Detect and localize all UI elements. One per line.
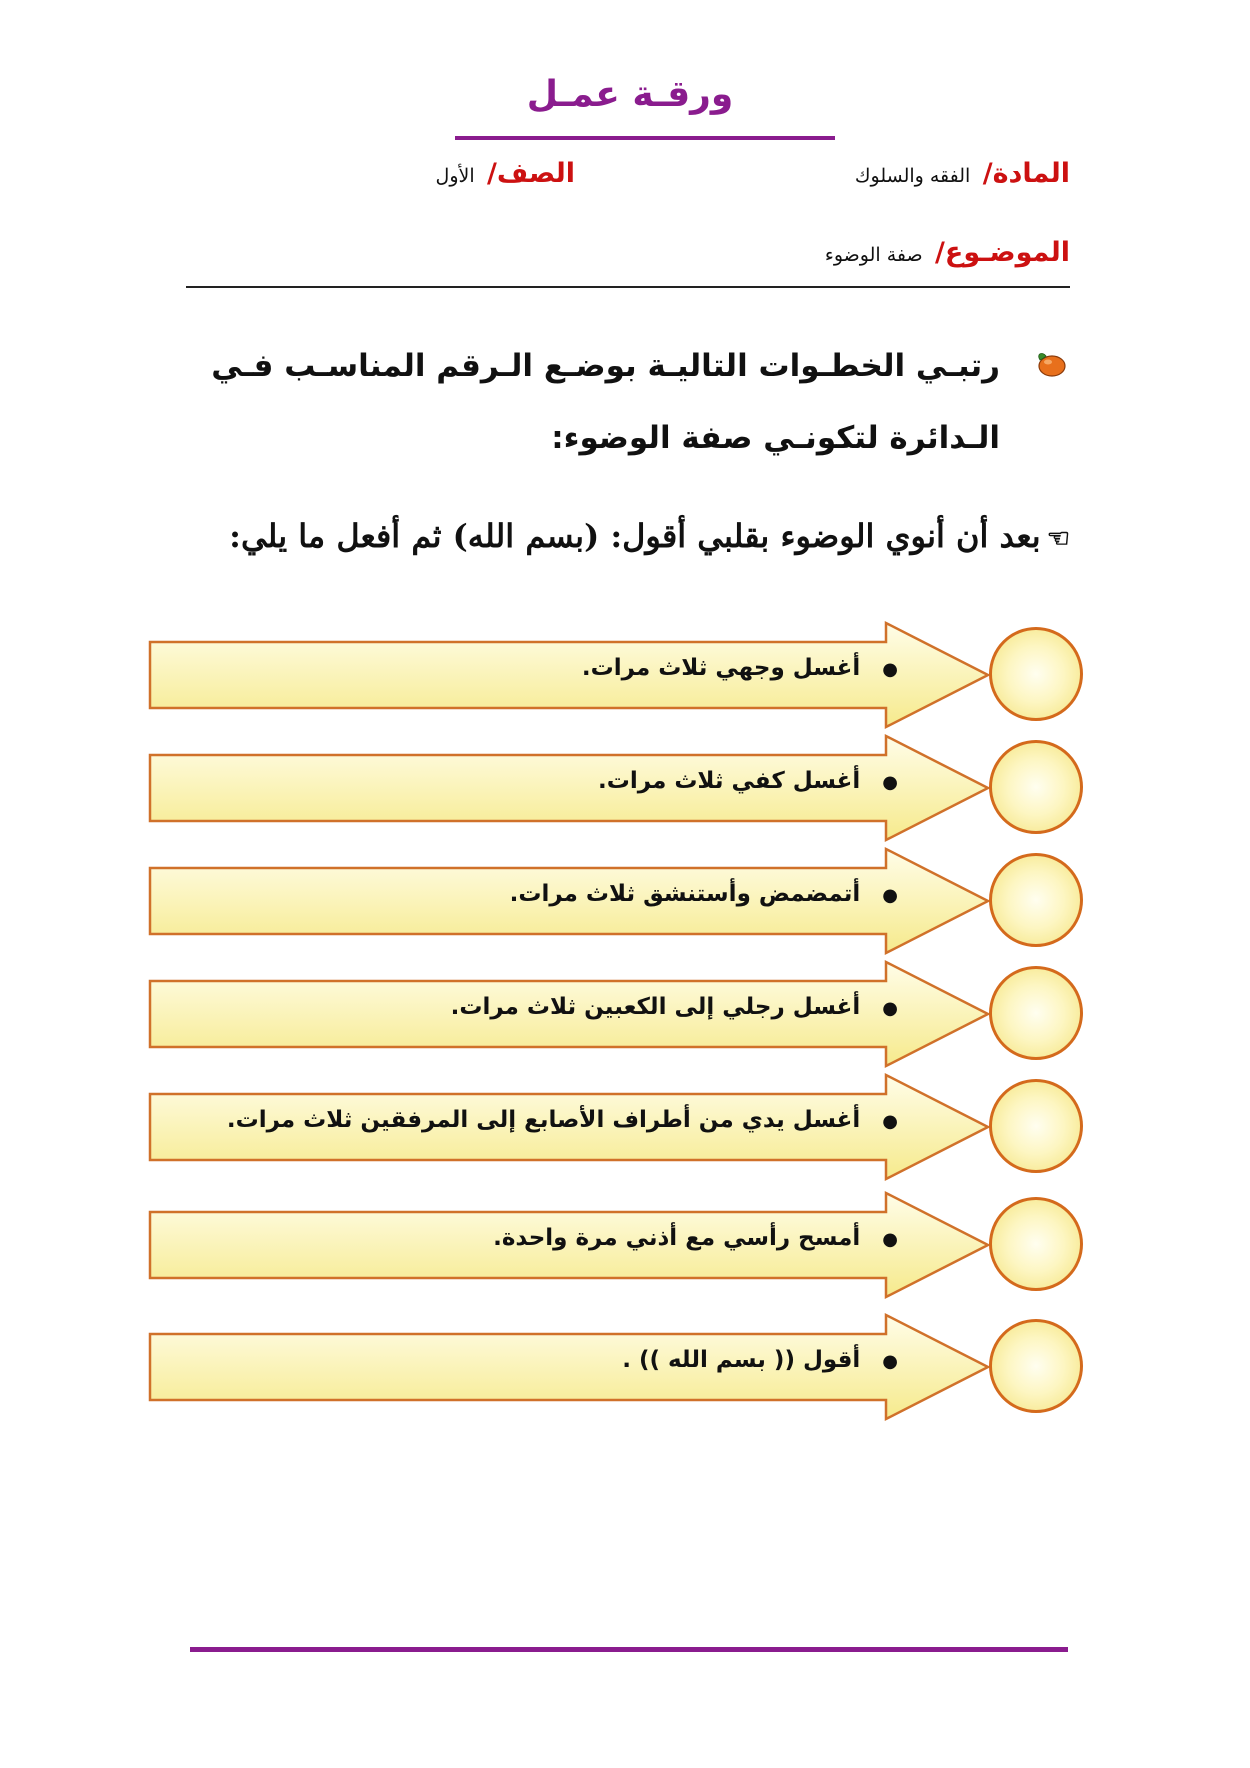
step-text (198, 768, 898, 794)
step-text (198, 1347, 898, 1373)
step-label: أغسل يدي من أطراف الأصابع إلى المرفقين ثلاث مرات. (226, 1107, 861, 1133)
answer-circle[interactable] (989, 966, 1083, 1060)
bullet-dot: ● (882, 1111, 898, 1132)
step-row (148, 959, 1083, 1069)
lead-sentence (170, 517, 1070, 555)
step-text (198, 881, 898, 907)
hand-pointer-icon: ☜ (1046, 524, 1070, 554)
step-label: أتمضمض وأستنشق ثلاث مرات. (509, 881, 861, 907)
grade-label: الصف/ (486, 158, 575, 189)
grade-value: الأول (435, 165, 475, 187)
topic-line (825, 237, 1070, 268)
header-divider (186, 286, 1070, 288)
subject-label: المادة/ (982, 158, 1070, 189)
step-row (148, 1312, 1083, 1422)
step-label: أغسل رجلي إلى الكعبين ثلاث مرات. (450, 994, 861, 1020)
step-row (148, 1072, 1083, 1182)
step-row (148, 846, 1083, 956)
answer-circle[interactable] (989, 1319, 1083, 1413)
bullet-dot: ● (882, 998, 898, 1019)
bullet-dot: ● (882, 659, 898, 680)
answer-circle[interactable] (989, 1197, 1083, 1291)
title-underline (455, 136, 835, 140)
answer-circle[interactable] (989, 853, 1083, 947)
step-row (148, 733, 1083, 843)
instruction-text: رتبـي الخطـوات التاليـة بوضـع الـرقم المناسـب فـي الـدائرة لتكونـي صفة الوضوء: (211, 348, 1000, 456)
answer-circle[interactable] (989, 740, 1083, 834)
subject-line (855, 158, 1070, 189)
bullet-dot: ● (882, 1229, 898, 1250)
bullet-dot: ● (882, 1351, 898, 1372)
step-label: أمسح رأسي مع أذني مرة واحدة. (493, 1225, 861, 1251)
step-label: أغسل وجهي ثلاث مرات. (581, 655, 861, 681)
lead-text: بعد أن أنوي الوضوء بقلبي أقول: (بسم الله) ثم أفعل ما يلي: (229, 517, 1041, 555)
step-row (148, 1190, 1083, 1300)
step-text (198, 994, 898, 1020)
footer-divider (190, 1647, 1068, 1652)
bullet-dot: ● (882, 772, 898, 793)
step-label: أقول (( بسم الله )) . (622, 1347, 861, 1373)
answer-circle[interactable] (989, 627, 1083, 721)
bullet-dot: ● (882, 885, 898, 906)
grade-line (436, 158, 575, 189)
topic-value: صفة الوضوء (824, 244, 923, 266)
orange-bullet-icon (1034, 350, 1068, 378)
answer-circle[interactable] (989, 1079, 1083, 1173)
topic-label: الموضـوع/ (935, 237, 1070, 268)
step-row (148, 620, 1083, 730)
step-label: أغسل كفي ثلاث مرات. (598, 768, 861, 794)
step-text (198, 1107, 898, 1133)
subject-value: الفقه والسلوك (854, 165, 971, 187)
worksheet-title: ورقـة عمـل (526, 74, 734, 115)
step-text (198, 655, 898, 681)
step-text (198, 1225, 898, 1251)
